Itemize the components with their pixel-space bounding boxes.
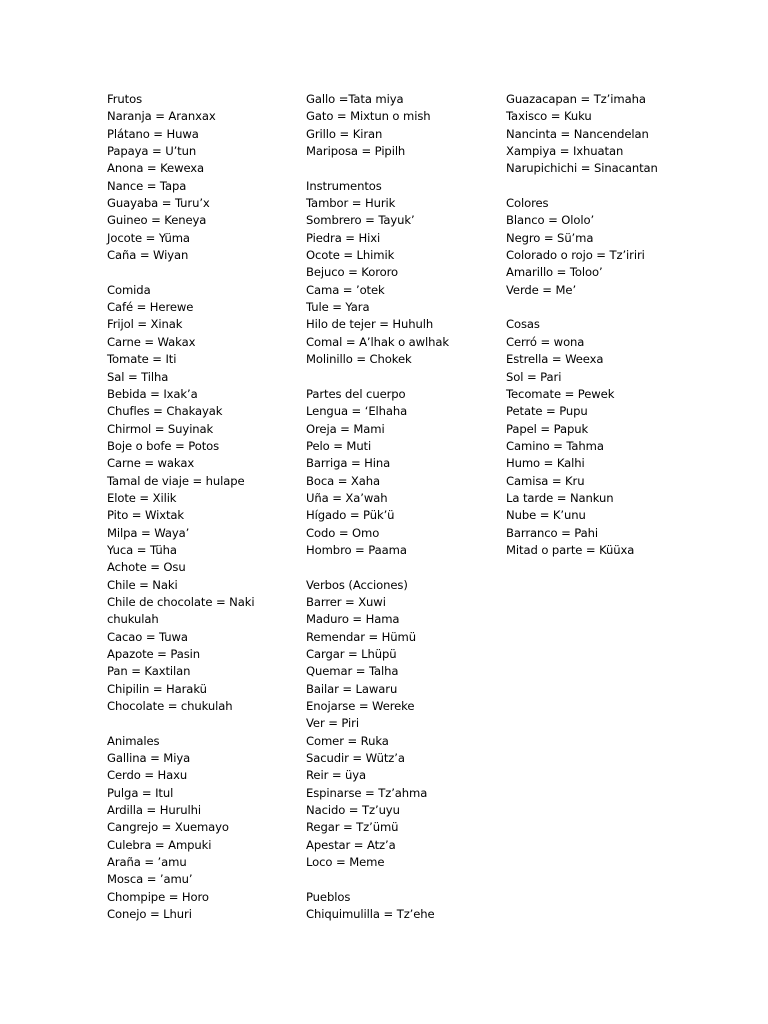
vocab-entry: Petate = Pupu xyxy=(506,404,588,419)
vocab-entry: Nacido = Tz’uyu xyxy=(306,803,400,818)
vocab-entry: Tecomate = Pewek xyxy=(506,386,615,401)
section-heading: Animales xyxy=(107,733,160,748)
vocab-entry: Nube = K’unu xyxy=(506,508,586,523)
vocab-entry: Loco = Meme xyxy=(306,855,385,870)
vocab-entry: Ocote = Lhimik xyxy=(306,248,395,263)
vocab-entry: Gallo =Tata miya xyxy=(306,92,404,106)
vocab-entry: Estrella = Weexa xyxy=(506,352,604,367)
vocab-entry: Bejuco = Kororo xyxy=(306,265,399,280)
vocab-entry: Conejo = Lhuri xyxy=(107,907,192,922)
vocab-entry: Hígado = Pük’ü xyxy=(306,508,395,523)
vocab-entry: Plátano = Huwa xyxy=(107,126,199,141)
vocab-entry: Guazacapan = Tz’imaha xyxy=(506,92,646,106)
vocab-entry: Frijol = Xinak xyxy=(107,317,183,332)
vocab-entry: Comal = A’lhak o awlhak xyxy=(306,334,450,349)
vocab-entry: Mitad o parte = Küüxa xyxy=(506,542,635,557)
vocab-entry: Regar = Tz’ümü xyxy=(306,820,399,835)
vocab-entry: Anona = Kewexa xyxy=(107,161,205,176)
vocab-entry: Lengua = ‘Elhaha xyxy=(306,404,408,419)
section-heading: Pueblos xyxy=(306,889,351,904)
vocab-entry: Elote = Xilik xyxy=(107,490,177,505)
vocab-entry: Sacudir = Wütz’a xyxy=(306,751,405,766)
vocab-entry: Comer = Ruka xyxy=(306,733,389,748)
vocab-entry: Boca = Xaha xyxy=(306,473,381,488)
column-2 xyxy=(306,91,504,924)
vocab-entry: Chocolate = chukulah xyxy=(107,699,233,714)
section-spacer xyxy=(306,160,504,177)
vocab-entry: Cargar = Lhüpü xyxy=(306,647,397,661)
vocab-entry: Tambor = Hurik xyxy=(306,196,396,211)
vocab-entry: Gato = Mixtun o mish xyxy=(306,109,431,124)
vocab-entry: Papaya = U’tun xyxy=(107,144,197,159)
vocab-entry: Jocote = Yüma xyxy=(107,230,190,245)
vocab-entry: Milpa = Waya’ xyxy=(107,525,190,540)
section-spacer xyxy=(306,559,504,576)
vocab-entry: Papel = Papuk xyxy=(506,421,589,436)
column-1 xyxy=(107,91,303,924)
vocab-entry: Cacao = Tuwa xyxy=(107,629,188,644)
vocab-entry: Tomate = Iti xyxy=(107,352,177,367)
vocab-entry: Blanco = Ololo’ xyxy=(506,213,595,228)
vocab-entry: Piedra = Hixi xyxy=(306,230,381,245)
vocab-entry: Narupichichi = Sinacantan xyxy=(506,161,658,176)
vocab-entry: Hombro = Paama xyxy=(306,542,407,557)
vocab-entry: Ardilla = Hurulhi xyxy=(107,803,201,818)
vocab-entry: Achote = Osu xyxy=(107,560,186,575)
vocab-entry: Grillo = Kiran xyxy=(306,126,383,141)
vocab-entry: Nance = Tapa xyxy=(107,178,187,193)
vocab-entry: Guineo = Keneya xyxy=(107,213,207,228)
vocab-entry: Café = Herewe xyxy=(107,300,194,315)
vocab-entry: Carne = Wakax xyxy=(107,334,196,349)
section-heading: Verbos (Acciones) xyxy=(306,577,408,592)
vocab-entry: Chiquimulilla = Tz’ehe xyxy=(306,907,435,922)
vocab-entry: Araña = ’amu xyxy=(107,855,187,870)
vocab-entry: Sol = Pari xyxy=(506,369,562,384)
vocab-entry: Guayaba = Turu’x xyxy=(107,196,210,211)
section-spacer xyxy=(306,871,504,888)
vocab-entry: Hilo de tejer = Huhulh xyxy=(306,317,434,332)
vocab-entry: Naranja = Aranxax xyxy=(107,109,216,124)
vocab-entry: Quemar = Talha xyxy=(306,664,399,679)
vocab-entry: Barranco = Pahi xyxy=(506,525,599,540)
section-heading: Comida xyxy=(107,282,151,297)
section-spacer xyxy=(506,178,706,195)
vocab-entry: Tule = Yara xyxy=(306,300,370,315)
vocab-entry: Cerdo = Haxu xyxy=(107,768,188,783)
vocab-entry: La tarde = Nankun xyxy=(506,490,614,505)
vocab-entry: Taxisco = Kuku xyxy=(506,109,592,124)
vocab-entry: Ver = Piri xyxy=(306,716,359,731)
vocab-entry: Reir = üya xyxy=(306,768,367,783)
vocab-entry: Xampiya = Ixhuatan xyxy=(506,144,624,159)
vocab-entry: Cangrejo = Xuemayo xyxy=(107,820,229,835)
vocab-entry: Humo = Kalhi xyxy=(506,456,585,471)
vocab-entry: Apestar = Atz’a xyxy=(306,837,396,852)
section-heading: Colores xyxy=(506,196,549,211)
vocab-entry: Bebida = Ixak’a xyxy=(107,386,198,401)
section-spacer xyxy=(107,264,303,281)
vocab-entry: Pan = Kaxtilan xyxy=(107,664,191,679)
vocab-entry: Tamal de viaje = hulape xyxy=(107,473,245,488)
vocab-entry: Carne = wakax xyxy=(107,456,195,471)
vocab-entry: Codo = Omo xyxy=(306,525,380,540)
vocab-entry: Chirmol = Suyinak xyxy=(107,421,214,436)
vocab-entry: Mosca = ’amu’ xyxy=(107,872,193,887)
vocab-entry: Sal = Tilha xyxy=(107,369,169,384)
section-heading: Instrumentos xyxy=(306,178,382,193)
vocab-entry: Oreja = Mami xyxy=(306,421,385,436)
vocab-entry: Camino = Tahma xyxy=(506,438,604,453)
vocab-entry: Cama = ’otek xyxy=(306,282,385,297)
vocab-entry: Colorado o rojo = Tz’iriri xyxy=(506,248,645,263)
vocab-entry: Pito = Wixtak xyxy=(107,508,185,523)
vocab-entry: Barriga = Hina xyxy=(306,456,391,471)
vocab-entry: Chile = Naki xyxy=(107,577,178,592)
vocab-entry: Gallina = Miya xyxy=(107,751,191,766)
vocab-entry: Chompipe = Horo xyxy=(107,889,209,904)
section-heading: Cosas xyxy=(506,317,540,332)
vocab-entry: Sombrero = Tayuk’ xyxy=(306,213,415,228)
vocab-entry: Negro = Sü’ma xyxy=(506,230,594,245)
vocab-entry: Amarillo = Toloo’ xyxy=(506,265,603,280)
vocab-entry: Chufles = Chakayak xyxy=(107,404,223,419)
vocab-entry: Pelo = Muti xyxy=(306,438,372,453)
vocab-entry: Enojarse = Wereke xyxy=(306,699,415,714)
vocab-entry: Caña = Wiyan xyxy=(107,248,189,263)
section-spacer xyxy=(107,715,303,732)
vocab-entry: Boje o bofe = Potos xyxy=(107,438,220,453)
vocab-entry: Apazote = Pasin xyxy=(107,647,201,661)
section-spacer xyxy=(306,369,504,386)
vocab-entry: Maduro = Hama xyxy=(306,612,400,627)
vocab-entry: Molinillo = Chokek xyxy=(306,352,412,367)
vocab-entry: Espinarse = Tz’ahma xyxy=(306,785,428,800)
column-3 xyxy=(506,91,706,559)
section-heading: Partes del cuerpo xyxy=(306,386,406,401)
vocab-entry: Nancinta = Nancendelan xyxy=(506,126,649,141)
vocab-entry: Bailar = Lawaru xyxy=(306,681,398,696)
vocab-entry: Uña = Xa’wah xyxy=(306,490,388,505)
vocab-entry: Cerró = wona xyxy=(506,334,585,349)
vocab-entry: Camisa = Kru xyxy=(506,473,585,488)
vocab-entry: Remendar = Hümü xyxy=(306,629,416,644)
vocab-entry: Verde = Me’ xyxy=(506,282,577,297)
vocab-entry: Mariposa = Pipilh xyxy=(306,144,406,159)
vocab-entry: Chipilin = Harakü xyxy=(107,681,207,696)
vocab-entry: Yuca = Tüha xyxy=(107,542,177,557)
vocab-entry: Culebra = Ampuki xyxy=(107,837,212,852)
section-spacer xyxy=(506,299,706,316)
vocab-entry: Chile de chocolate = Naki chukulah xyxy=(107,594,255,627)
section-heading: Frutos xyxy=(107,92,143,106)
vocab-entry: Barrer = Xuwi xyxy=(306,594,386,609)
vocab-entry: Pulga = Itul xyxy=(107,785,174,800)
